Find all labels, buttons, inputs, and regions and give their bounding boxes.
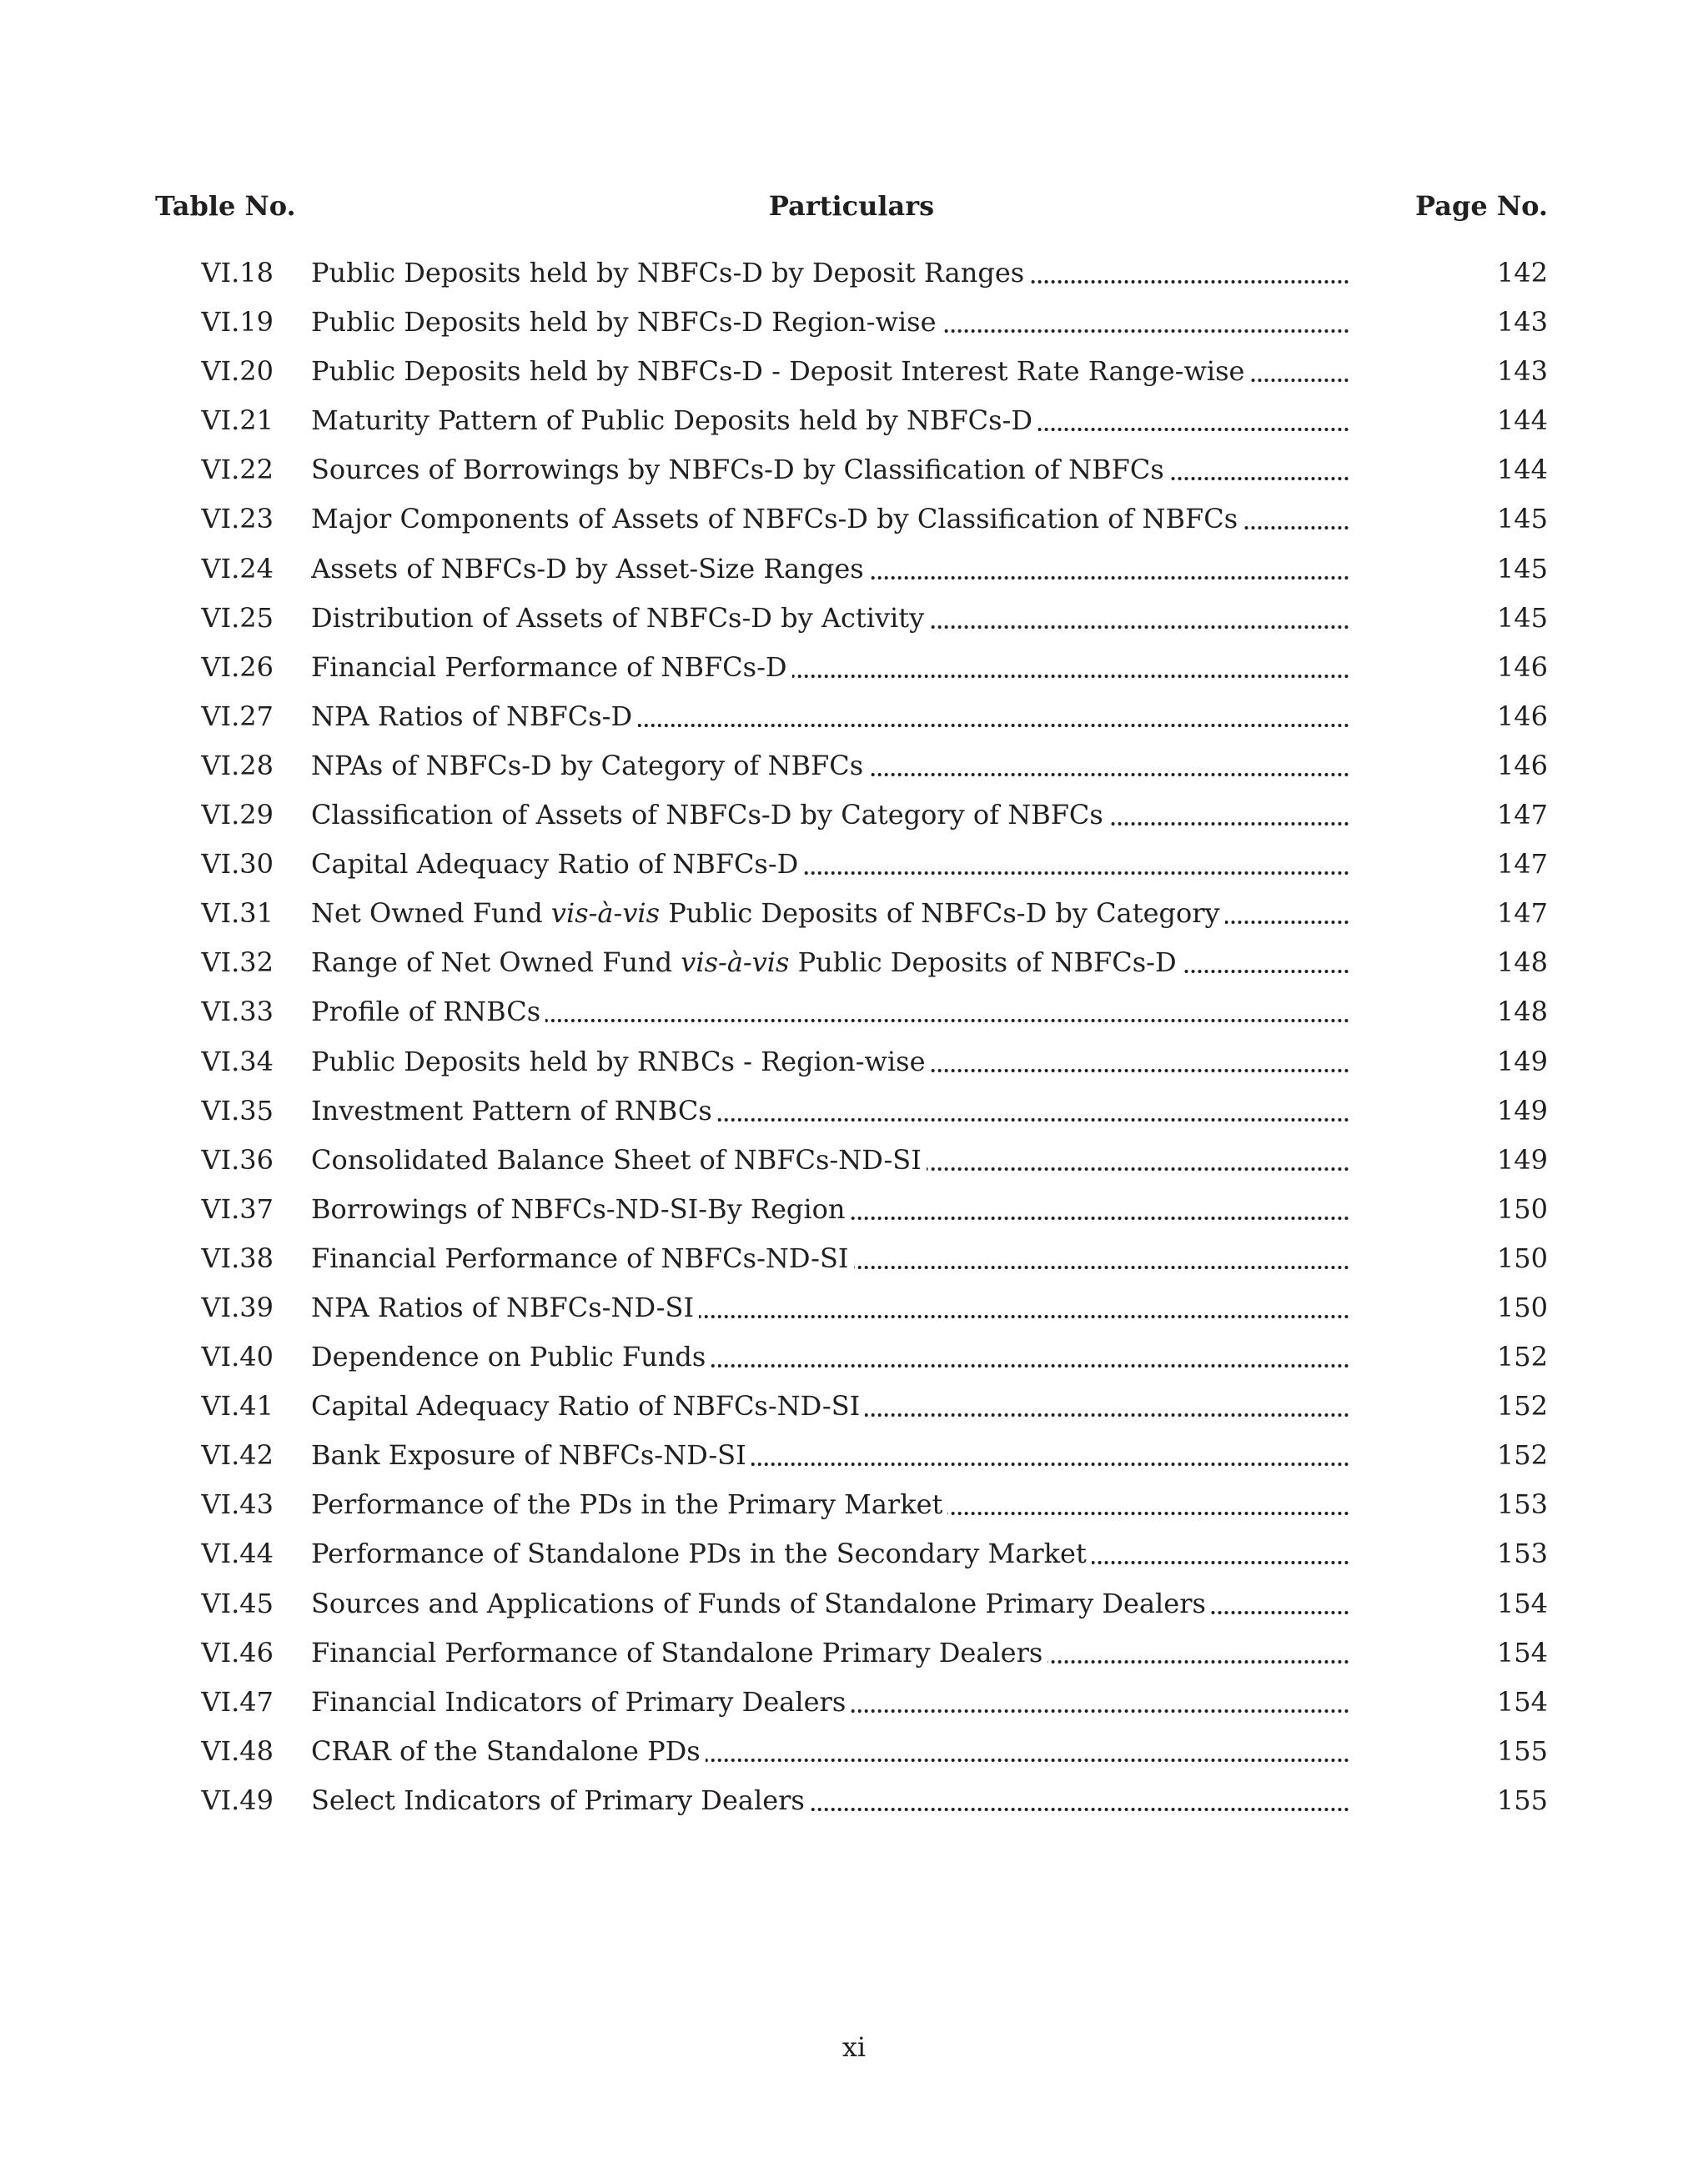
table-number: VI.42 [201, 1439, 274, 1472]
page-ref: 144 [1496, 404, 1548, 437]
table-number: VI.36 [201, 1143, 274, 1176]
list-item [0, 1042, 1708, 1092]
entry-title-with-leader [311, 795, 1349, 834]
entry-title: Sources and Applications of Funds of Standalone Primary Dealers [311, 1588, 1211, 1619]
table-of-contents-list [0, 253, 1708, 1830]
table-number: VI.39 [201, 1291, 274, 1323]
table-number: VI.22 [201, 454, 274, 486]
entry-title: NPA Ratios of NBFCs-ND-SI [311, 1292, 699, 1323]
page-ref: 150 [1496, 1192, 1548, 1225]
table-number: VI.33 [201, 996, 274, 1028]
entry-title [311, 897, 1225, 929]
entry-title: Profile of RNBCs [311, 996, 545, 1027]
list-item [0, 1584, 1708, 1634]
entry-title: Performance of Standalone PDs in the Secondary Market [311, 1538, 1092, 1569]
entry-title-with-leader [311, 1584, 1349, 1623]
table-number: VI.48 [201, 1734, 274, 1767]
page-ref: 150 [1496, 1291, 1548, 1323]
table-number: VI.31 [201, 897, 274, 930]
list-item [0, 992, 1708, 1041]
page-ref: 144 [1496, 454, 1548, 486]
entry-title-with-leader [311, 746, 1349, 785]
page-ref: 149 [1496, 1143, 1548, 1176]
entry-title: Dependence on Public Funds [311, 1341, 711, 1373]
page-ref: 153 [1496, 1488, 1548, 1521]
page-ref: 154 [1496, 1685, 1548, 1718]
entry-title-part: Public Deposits of NBFCs-D by Category [660, 897, 1220, 930]
entry-title: Financial Performance of NBFCs-D [311, 651, 792, 683]
entry-title-with-leader [311, 697, 1349, 735]
entry-title-with-leader [311, 1732, 1349, 1770]
entry-title-with-leader [311, 1239, 1349, 1277]
entry-title: Select Indicators of Primary Dealers [311, 1784, 810, 1816]
list-item [0, 1239, 1708, 1288]
list-item [0, 697, 1708, 746]
entry-title: Public Deposits held by RNBCs - Region-wise [311, 1046, 931, 1077]
entry-title: NPA Ratios of NBFCs-D [311, 700, 637, 732]
table-number: VI.29 [201, 799, 274, 831]
entry-title-with-leader [311, 1634, 1349, 1672]
table-number: VI.19 [201, 306, 274, 339]
entry-title-with-leader [311, 1042, 1349, 1081]
page-ref: 149 [1496, 1045, 1548, 1077]
page-ref: 148 [1496, 996, 1548, 1028]
list-item [0, 1634, 1708, 1683]
table-number: VI.47 [201, 1685, 274, 1718]
page-ref: 154 [1496, 1636, 1548, 1669]
entry-title-with-leader [311, 450, 1349, 489]
entry-title: Distribution of Assets of NBFCs-D by Activity [311, 602, 929, 634]
entry-title-part: Public Deposits of NBFCs-D [789, 946, 1177, 979]
list-item [0, 1683, 1708, 1732]
page-ref: 152 [1496, 1341, 1548, 1373]
table-header [155, 190, 1548, 228]
list-item [0, 352, 1708, 401]
entry-title-italic: vis-à-vis [681, 946, 790, 979]
page-ref: 146 [1496, 700, 1548, 732]
entry-title: Financial Performance of NBFCs-ND-SI [311, 1242, 854, 1274]
entry-title-with-leader [311, 1683, 1349, 1721]
list-item [0, 1092, 1708, 1141]
entry-title: Major Components of Assets of NBFCs-D by Classification of NBFCs [311, 503, 1243, 534]
list-item [0, 1141, 1708, 1190]
header-particulars: Particulars [768, 190, 935, 222]
entry-title-with-leader [311, 943, 1349, 981]
table-number: VI.38 [201, 1242, 274, 1274]
table-number: VI.25 [201, 601, 274, 634]
table-number: VI.20 [201, 355, 274, 388]
list-item [0, 1534, 1708, 1583]
list-item [0, 1732, 1708, 1781]
page-ref: 152 [1496, 1390, 1548, 1423]
page-ref: 142 [1496, 257, 1548, 289]
list-item [0, 1485, 1708, 1534]
entry-title-with-leader [311, 1485, 1349, 1523]
entry-title: Public Deposits held by NBFCs-D by Deposit Ranges [311, 257, 1029, 289]
list-item [0, 401, 1708, 450]
entry-title-with-leader [311, 550, 1349, 588]
list-item [0, 550, 1708, 599]
list-item [0, 943, 1708, 992]
list-item [0, 1436, 1708, 1485]
entry-title: Consolidated Balance Sheet of NBFCs-ND-SI [311, 1144, 927, 1176]
table-number: VI.26 [201, 650, 274, 683]
table-number: VI.35 [201, 1094, 274, 1127]
entry-title: Public Deposits held by NBFCs-D Region-wise [311, 306, 942, 338]
entry-title: Investment Pattern of RNBCs [311, 1095, 717, 1127]
table-number: VI.28 [201, 749, 274, 781]
entry-title-with-leader [311, 253, 1349, 292]
page-ref: 155 [1496, 1784, 1548, 1816]
page-ref: 147 [1496, 799, 1548, 831]
page-ref: 148 [1496, 946, 1548, 979]
page-ref: 155 [1496, 1734, 1548, 1767]
entry-title-with-leader [311, 1387, 1349, 1425]
entry-title-with-leader [311, 648, 1349, 686]
page-ref: 154 [1496, 1587, 1548, 1619]
table-number: VI.45 [201, 1587, 274, 1619]
page-ref: 145 [1496, 601, 1548, 634]
list-item [0, 1387, 1708, 1436]
page-ref: 150 [1496, 1242, 1548, 1274]
entry-title: CRAR of the Standalone PDs [311, 1735, 706, 1767]
page-ref: 147 [1496, 897, 1548, 930]
entry-title: Financial Indicators of Primary Dealers [311, 1686, 851, 1718]
entry-title-part: Net Owned Fund [311, 897, 551, 930]
list-item [0, 499, 1708, 549]
list-item [0, 599, 1708, 648]
entry-title-with-leader [311, 1534, 1349, 1573]
entry-title: Financial Performance of Standalone Primary Dealers [311, 1637, 1047, 1669]
table-number: VI.32 [201, 946, 274, 979]
header-table-no: Table No. [155, 190, 296, 222]
entry-title: NPAs of NBFCs-D by Category of NBFCs [311, 750, 868, 781]
list-item [0, 1288, 1708, 1337]
entry-title-with-leader [311, 1337, 1349, 1376]
entry-title-with-leader [311, 1288, 1349, 1327]
entry-title-with-leader [311, 1190, 1349, 1228]
entry-title-with-leader [311, 352, 1349, 390]
table-number: VI.46 [201, 1636, 274, 1669]
entry-title: Capital Adequacy Ratio of NBFCs-D [311, 848, 803, 880]
entry-title-with-leader [311, 1436, 1349, 1474]
page-ref: 145 [1496, 503, 1548, 535]
entry-title-with-leader [311, 499, 1349, 538]
entry-title-with-leader [311, 401, 1349, 439]
table-number: VI.49 [201, 1784, 274, 1816]
list-item [0, 1781, 1708, 1830]
list-item [0, 845, 1708, 894]
entry-title-with-leader [311, 1781, 1349, 1819]
entry-title-with-leader [311, 845, 1349, 883]
entry-title-with-leader [311, 894, 1349, 932]
list-item [0, 303, 1708, 352]
page-number: xi [841, 2031, 867, 2063]
table-number: VI.30 [201, 848, 274, 881]
header-page-no: Page No. [1415, 190, 1548, 222]
entry-title: Assets of NBFCs-D by Asset-Size Ranges [311, 553, 869, 585]
entry-title: Capital Adequacy Ratio of NBFCs-ND-SI [311, 1390, 865, 1422]
page-ref: 152 [1496, 1439, 1548, 1472]
entry-title [311, 946, 1182, 978]
page-ref: 147 [1496, 848, 1548, 881]
entry-title: Borrowings of NBFCs-ND-SI-By Region [311, 1193, 851, 1225]
table-number: VI.18 [201, 257, 274, 289]
entry-title: Bank Exposure of NBFCs-ND-SI [311, 1439, 751, 1471]
list-item [0, 450, 1708, 499]
entry-title-with-leader [311, 1092, 1349, 1130]
entry-title-part: Range of Net Owned Fund [311, 946, 681, 979]
entry-title-with-leader [311, 599, 1349, 637]
list-item [0, 253, 1708, 303]
table-number: VI.24 [201, 552, 274, 585]
page-ref: 143 [1496, 355, 1548, 388]
entry-title: Public Deposits held by NBFCs-D - Deposit Interest Rate Range-wise [311, 355, 1249, 387]
entry-title: Classification of Assets of NBFCs-D by Category of NBFCs [311, 799, 1108, 831]
list-item [0, 648, 1708, 697]
list-item [0, 894, 1708, 943]
page-ref: 146 [1496, 749, 1548, 781]
list-item [0, 1190, 1708, 1239]
entry-title: Performance of the PDs in the Primary Market [311, 1488, 947, 1520]
table-number: VI.23 [201, 503, 274, 535]
entry-title: Maturity Pattern of Public Deposits held by NBFCs-D [311, 404, 1037, 436]
page-ref: 145 [1496, 552, 1548, 585]
table-number: VI.41 [201, 1390, 274, 1423]
entry-title-italic: vis-à-vis [550, 897, 661, 930]
list-item [0, 1337, 1708, 1387]
page-ref: 149 [1496, 1094, 1548, 1127]
table-number: VI.44 [201, 1538, 274, 1570]
entry-title-with-leader [311, 303, 1349, 341]
list-item [0, 746, 1708, 795]
table-number: VI.40 [201, 1341, 274, 1373]
entry-title-with-leader [311, 992, 1349, 1031]
table-number: VI.43 [201, 1488, 274, 1521]
entry-title: Sources of Borrowings by NBFCs-D by Classification of NBFCs [311, 454, 1169, 485]
table-number: VI.34 [201, 1045, 274, 1077]
entry-title-with-leader [311, 1141, 1349, 1179]
list-item [0, 795, 1708, 845]
table-number: VI.21 [201, 404, 274, 437]
table-number: VI.27 [201, 700, 274, 732]
page-ref: 146 [1496, 650, 1548, 683]
page-ref: 143 [1496, 306, 1548, 339]
table-number: VI.37 [201, 1192, 274, 1225]
page-ref: 153 [1496, 1538, 1548, 1570]
